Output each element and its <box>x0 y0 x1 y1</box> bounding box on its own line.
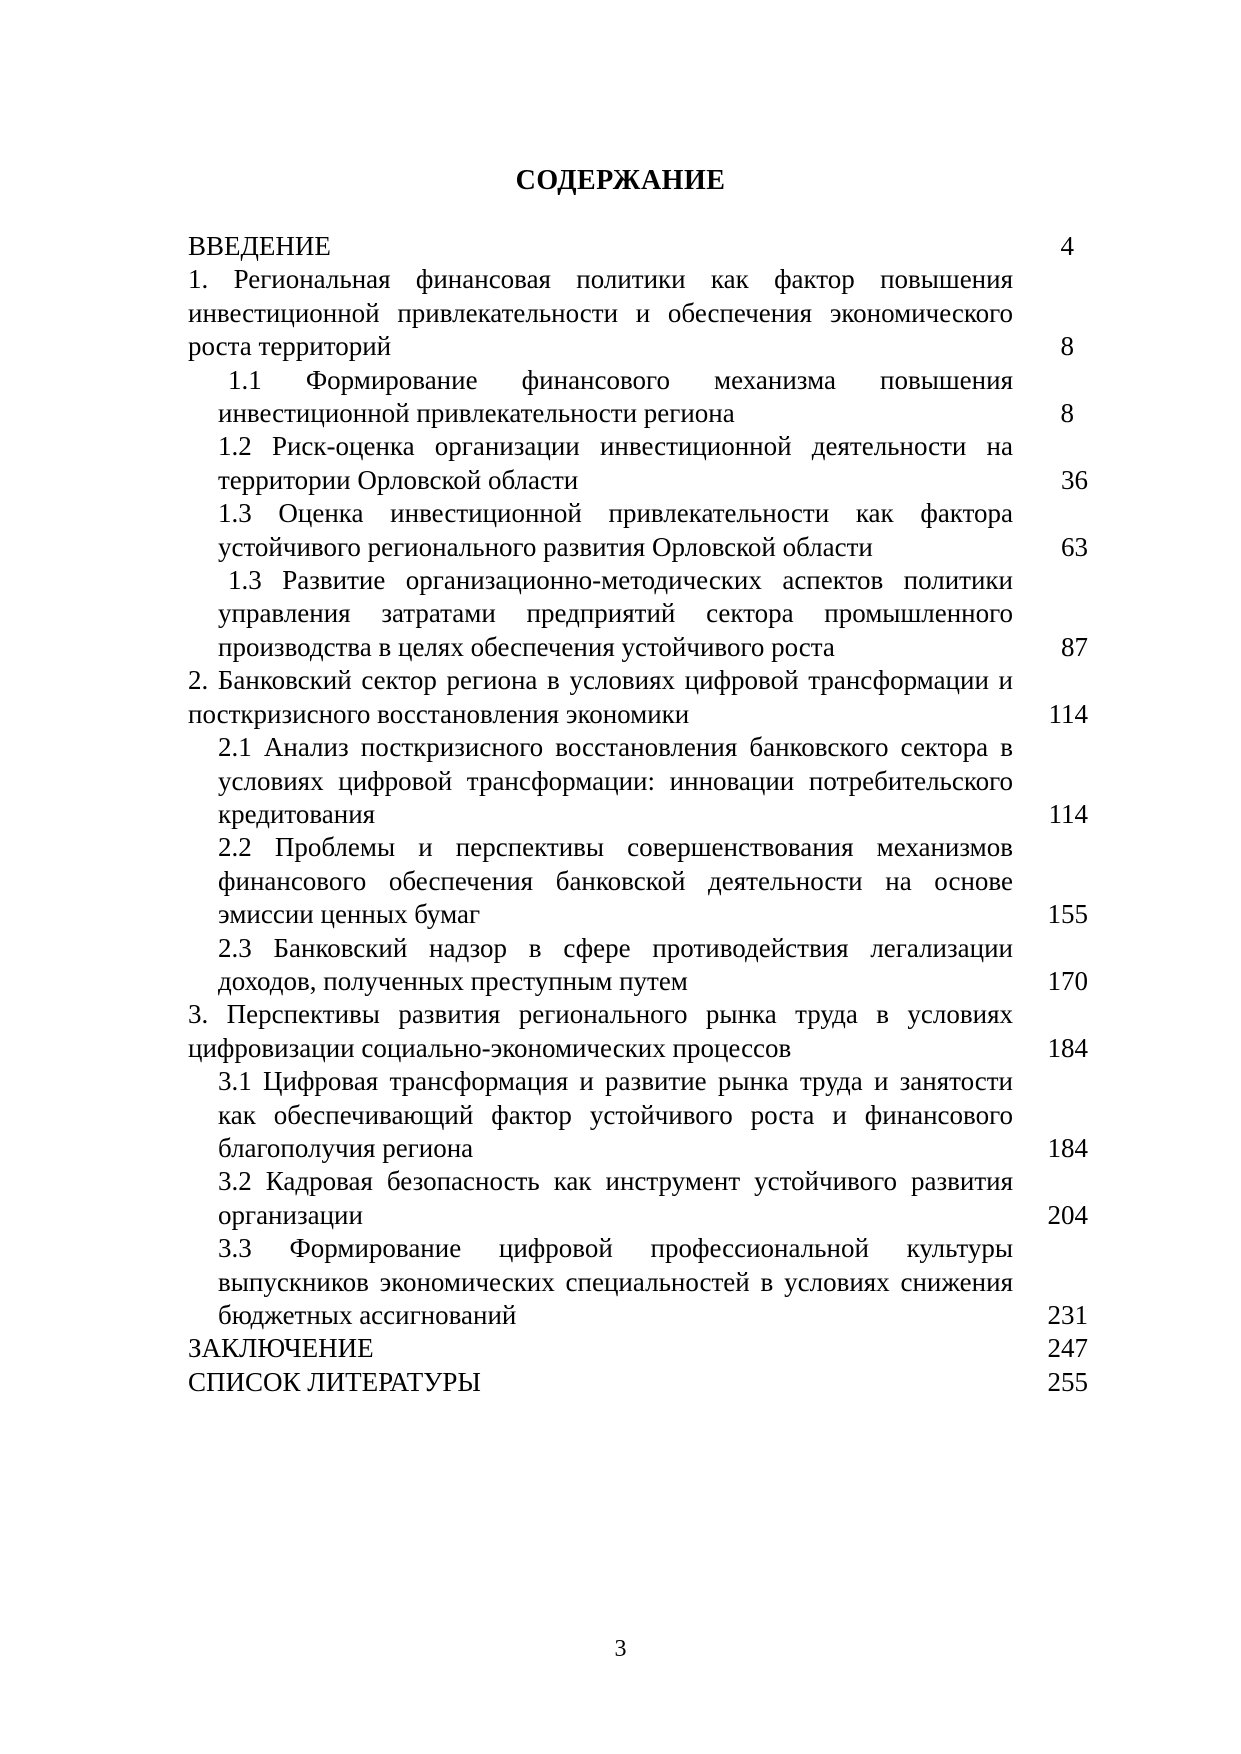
toc-entry-chapter-2[interactable] <box>188 664 1088 731</box>
toc-entry-section-3-2[interactable] <box>188 1165 1088 1232</box>
toc-entry-title: 3. Перспективы развития регионального рынка труда в условиях цифровизации социально-экономических процессов <box>188 999 1013 1063</box>
toc-entry-page: 36 <box>1061 464 1088 495</box>
toc-entry-title: ЗАКЛЮЧЕНИЕ <box>188 1333 374 1364</box>
toc-entry-page: 231 <box>1047 1300 1088 1330</box>
toc-entry-page: 255 <box>1047 1366 1088 1397</box>
toc-entry-page: 4 <box>1060 231 1074 261</box>
page-title: СОДЕРЖАНИЕ <box>515 165 726 196</box>
toc-entry-page: 184 <box>1047 1132 1088 1163</box>
toc-entry-title: 2.2 Проблемы и перспективы совершенствования механизмов финансового обеспечения банковской деятельности на основе эмиссии ценных бумаг <box>218 832 1013 930</box>
toc-entry-bibliography[interactable] <box>188 1366 1088 1399</box>
table-of-contents <box>188 230 1088 1399</box>
toc-entry-page: 170 <box>1047 965 1088 996</box>
toc-entry-title: 1.3 Оценка инвестиционной привлекательности как фактора устойчивого регионального развития Орловской области <box>218 498 1013 562</box>
toc-entry-title: 2.1 Анализ посткризисного восстановления банковского сектора в условиях цифровой трансформации: инновации потребительского кредитования <box>218 732 1013 829</box>
toc-entry-title: 1.3 Развитие организационно-методических аспектов политики управления затратами предприятий сектора промышленного производства в целях обеспечения устойчивого роста <box>218 565 1013 662</box>
toc-entry-page: 184 <box>1047 1032 1088 1063</box>
toc-entry-title: 3.1 Цифровая трансформация и развитие рынка труда и занятости как обеспечивающий фактор устойчивого роста и финансового благополучия региона <box>218 1066 1013 1163</box>
toc-entry-page: 204 <box>1047 1199 1088 1230</box>
toc-entry-section-2-2[interactable] <box>188 831 1088 931</box>
toc-entry-title: 3.3 Формирование цифровой профессиональной культуры выпускников экономических специальностей в условиях снижения бюджетных ассигнований <box>218 1233 1013 1330</box>
toc-entry-title: 3.2 Кадровая безопасность как инструмент устойчивого развития организации <box>218 1166 1013 1230</box>
toc-entry-page: 8 <box>1060 331 1074 362</box>
toc-entry-title: 2. Банковский сектор региона в условиях цифровой трансформации и посткризисного восстановления экономики <box>188 665 1013 729</box>
toc-entry-title: 1.2 Риск-оценка организации инвестиционной деятельности на территории Орловской области <box>218 431 1013 495</box>
toc-entry-title: 2.3 Банковский надзор в сфере противодействия легализации доходов, полученных преступным путем <box>218 932 1013 996</box>
toc-entry-page: 8 <box>1060 398 1074 429</box>
toc-entry-title: 1.1 Формирование финансового механизма повышения инвестиционной привлекательности региона <box>218 364 1013 429</box>
page-number: 3 <box>614 1636 627 1662</box>
toc-entry-section-1-1[interactable] <box>188 364 1088 431</box>
toc-entry-title: 1. Региональная финансовая политики как фактор повышения инвестиционной привлекательности и обеспечения экономического роста территорий <box>188 264 1013 362</box>
toc-entry-chapter-3[interactable] <box>188 998 1088 1065</box>
toc-entry-section-1-3[interactable] <box>188 497 1088 564</box>
toc-entry-page: 87 <box>1061 631 1088 662</box>
toc-entry-introduction[interactable] <box>188 230 1088 263</box>
toc-entry-title: СПИСОК ЛИТЕРАТУРЫ <box>188 1366 481 1397</box>
toc-entry-title: ВВЕДЕНИЕ <box>188 231 331 261</box>
toc-entry-section-1-2[interactable] <box>188 430 1088 497</box>
toc-entry-page: 114 <box>1048 698 1088 729</box>
toc-entry-section-3-3[interactable] <box>188 1232 1088 1332</box>
toc-entry-page: 247 <box>1047 1333 1088 1364</box>
toc-entry-section-1-3-b[interactable] <box>188 564 1088 664</box>
toc-entry-chapter-1[interactable] <box>188 263 1088 363</box>
toc-entry-page: 155 <box>1047 899 1088 930</box>
toc-entry-section-2-3[interactable] <box>188 932 1088 999</box>
toc-entry-section-2-1[interactable] <box>188 731 1088 831</box>
toc-entry-section-3-1[interactable] <box>188 1065 1088 1165</box>
toc-entry-conclusion[interactable] <box>188 1332 1088 1365</box>
toc-entry-page: 114 <box>1048 798 1088 829</box>
toc-entry-page: 63 <box>1061 531 1088 562</box>
